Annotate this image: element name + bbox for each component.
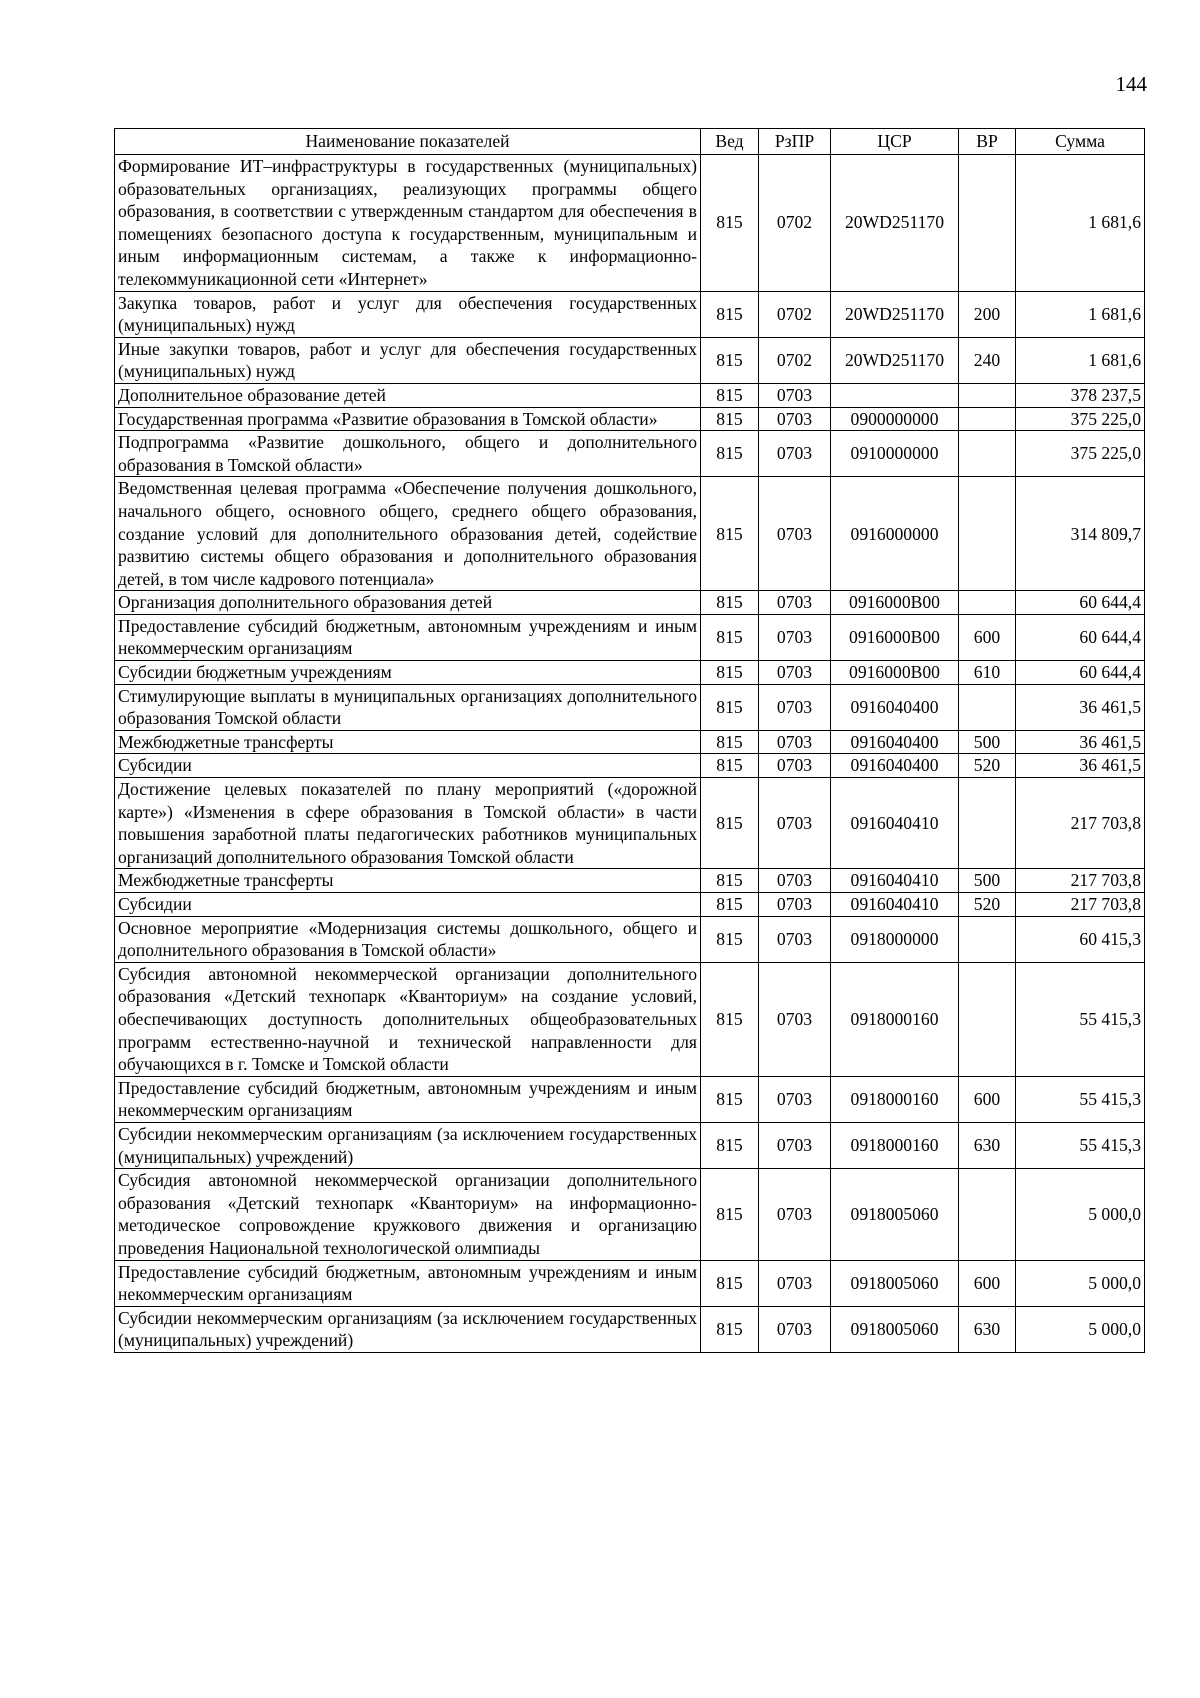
table-row <box>115 916 1145 962</box>
cell-sum: 314 809,7 <box>1016 477 1145 591</box>
cell-csr: 0916000000 <box>831 477 959 591</box>
cell-rzpr: 0703 <box>759 477 831 591</box>
cell-sum: 1 681,6 <box>1016 291 1145 337</box>
cell-sum: 217 703,8 <box>1016 869 1145 893</box>
cell-rzpr: 0703 <box>759 614 831 660</box>
cell-rzpr: 0703 <box>759 730 831 754</box>
table-row <box>115 754 1145 778</box>
budget-table <box>114 128 1145 1353</box>
cell-ved: 815 <box>701 684 759 730</box>
table-row <box>115 477 1145 591</box>
cell-csr: 0916040410 <box>831 778 959 869</box>
cell-rzpr: 0703 <box>759 754 831 778</box>
cell-rzpr: 0703 <box>759 407 831 431</box>
cell-sum: 60 644,4 <box>1016 591 1145 615</box>
cell-csr: 20WD251170 <box>831 291 959 337</box>
cell-ved: 815 <box>701 1076 759 1122</box>
cell-name: Достижение целевых показателей по плану мероприятий («дорожной карте») «Изменения в сфере образования в Томской области» в части повышения заработной платы педагогических работников муниципальных организаций дополнительного образования Томской области <box>115 778 701 869</box>
cell-ved: 815 <box>701 893 759 917</box>
table-row <box>115 155 1145 292</box>
cell-csr: 0916040400 <box>831 684 959 730</box>
cell-vr: 600 <box>959 1260 1016 1306</box>
cell-name: Государственная программа «Развитие образования в Томской области» <box>115 407 701 431</box>
cell-name: Иные закупки товаров, работ и услуг для обеспечения государственных (муниципальных) нужд <box>115 337 701 383</box>
cell-vr <box>959 916 1016 962</box>
cell-ved: 815 <box>701 591 759 615</box>
cell-vr: 520 <box>959 893 1016 917</box>
cell-sum: 60 644,4 <box>1016 661 1145 685</box>
cell-rzpr: 0703 <box>759 893 831 917</box>
cell-csr: 0916040400 <box>831 754 959 778</box>
cell-vr: 600 <box>959 614 1016 660</box>
cell-rzpr: 0703 <box>759 684 831 730</box>
cell-rzpr: 0703 <box>759 1076 831 1122</box>
cell-name: Предоставление субсидий бюджетным, автономным учреждениям и иным некоммерческим организациям <box>115 614 701 660</box>
cell-vr: 630 <box>959 1306 1016 1352</box>
cell-sum: 55 415,3 <box>1016 1122 1145 1168</box>
cell-vr: 500 <box>959 730 1016 754</box>
cell-csr: 0918005060 <box>831 1169 959 1260</box>
cell-name: Субсидии некоммерческим организациям (за исключением государственных (муниципальных) учреждений) <box>115 1306 701 1352</box>
cell-vr: 520 <box>959 754 1016 778</box>
cell-name: Ведомственная целевая программа «Обеспечение получения дошкольного, начального общего, основного общего, среднего общего образования, создание условий для дополнительного образования детей, содействие развитию системы общего образования и дополнительного образования детей, в том числе кадрового потенциала» <box>115 477 701 591</box>
cell-vr: 240 <box>959 337 1016 383</box>
cell-csr: 0918000160 <box>831 1122 959 1168</box>
cell-name: Субсидия автономной некоммерческой организации дополнительного образования «Детский технопарк «Кванториум» на информационно-методическое сопровождение кружкового движения и организацию проведения Национальной технологической олимпиады <box>115 1169 701 1260</box>
cell-sum: 1 681,6 <box>1016 155 1145 292</box>
cell-vr <box>959 684 1016 730</box>
cell-csr: 0910000000 <box>831 431 959 477</box>
cell-ved: 815 <box>701 431 759 477</box>
cell-sum: 5 000,0 <box>1016 1169 1145 1260</box>
cell-sum: 36 461,5 <box>1016 684 1145 730</box>
cell-sum: 378 237,5 <box>1016 383 1145 407</box>
table-row <box>115 684 1145 730</box>
cell-vr <box>959 962 1016 1076</box>
cell-ved: 815 <box>701 869 759 893</box>
cell-rzpr: 0702 <box>759 337 831 383</box>
cell-rzpr: 0702 <box>759 155 831 292</box>
cell-ved: 815 <box>701 407 759 431</box>
header-name: Наименование показателей <box>115 129 701 155</box>
cell-csr: 0916040410 <box>831 869 959 893</box>
cell-sum: 55 415,3 <box>1016 962 1145 1076</box>
cell-vr: 600 <box>959 1076 1016 1122</box>
table-row <box>115 383 1145 407</box>
table-row <box>115 407 1145 431</box>
cell-ved: 815 <box>701 962 759 1076</box>
table-row <box>115 962 1145 1076</box>
cell-name: Предоставление субсидий бюджетным, автономным учреждениям и иным некоммерческим организациям <box>115 1076 701 1122</box>
cell-ved: 815 <box>701 291 759 337</box>
cell-sum: 375 225,0 <box>1016 431 1145 477</box>
table-row <box>115 869 1145 893</box>
table-row <box>115 591 1145 615</box>
cell-ved: 815 <box>701 1260 759 1306</box>
cell-sum: 375 225,0 <box>1016 407 1145 431</box>
cell-sum: 217 703,8 <box>1016 778 1145 869</box>
cell-rzpr: 0703 <box>759 1169 831 1260</box>
cell-rzpr: 0703 <box>759 1260 831 1306</box>
cell-ved: 815 <box>701 1122 759 1168</box>
cell-vr <box>959 431 1016 477</box>
table-row <box>115 1306 1145 1352</box>
cell-ved: 815 <box>701 155 759 292</box>
cell-ved: 815 <box>701 661 759 685</box>
table-row <box>115 614 1145 660</box>
table-row <box>115 730 1145 754</box>
cell-name: Организация дополнительного образования детей <box>115 591 701 615</box>
cell-rzpr: 0703 <box>759 1122 831 1168</box>
header-row <box>115 129 1145 155</box>
cell-rzpr: 0703 <box>759 383 831 407</box>
cell-vr <box>959 477 1016 591</box>
page-number: 144 <box>1115 72 1147 96</box>
table-row <box>115 1169 1145 1260</box>
cell-vr: 500 <box>959 869 1016 893</box>
cell-ved: 815 <box>701 754 759 778</box>
cell-sum: 36 461,5 <box>1016 730 1145 754</box>
cell-name: Межбюджетные трансферты <box>115 869 701 893</box>
cell-name: Закупка товаров, работ и услуг для обеспечения государственных (муниципальных) нужд <box>115 291 701 337</box>
cell-ved: 815 <box>701 614 759 660</box>
cell-vr: 630 <box>959 1122 1016 1168</box>
cell-sum: 217 703,8 <box>1016 893 1145 917</box>
cell-rzpr: 0703 <box>759 916 831 962</box>
table-row <box>115 1076 1145 1122</box>
cell-ved: 815 <box>701 383 759 407</box>
cell-csr: 0918000160 <box>831 1076 959 1122</box>
cell-csr <box>831 383 959 407</box>
cell-vr <box>959 1169 1016 1260</box>
cell-csr: 0918005060 <box>831 1260 959 1306</box>
cell-ved: 815 <box>701 916 759 962</box>
cell-sum: 1 681,6 <box>1016 337 1145 383</box>
table-row <box>115 661 1145 685</box>
cell-name: Субсидии <box>115 893 701 917</box>
cell-vr <box>959 407 1016 431</box>
cell-csr: 0916000В00 <box>831 661 959 685</box>
cell-rzpr: 0703 <box>759 869 831 893</box>
header-ved: Вед <box>701 129 759 155</box>
cell-sum: 5 000,0 <box>1016 1306 1145 1352</box>
cell-ved: 815 <box>701 1306 759 1352</box>
table-row <box>115 1260 1145 1306</box>
cell-name: Субсидии <box>115 754 701 778</box>
cell-rzpr: 0703 <box>759 661 831 685</box>
cell-csr: 0918000160 <box>831 962 959 1076</box>
cell-rzpr: 0702 <box>759 291 831 337</box>
table-header <box>115 129 1145 155</box>
cell-csr: 20WD251170 <box>831 337 959 383</box>
cell-ved: 815 <box>701 778 759 869</box>
cell-vr <box>959 383 1016 407</box>
cell-ved: 815 <box>701 730 759 754</box>
cell-vr: 610 <box>959 661 1016 685</box>
cell-name: Формирование ИТ–инфраструктуры в государственных (муниципальных) образовательных организациях, реализующих программы общего образования, в соответствии с утвержденным стандартом для обеспечения в помещениях безопасного доступа к государственным, муниципальным и иным информационным системам, а также к информационно-телекоммуникационной сети «Интернет» <box>115 155 701 292</box>
cell-csr: 0900000000 <box>831 407 959 431</box>
cell-vr <box>959 778 1016 869</box>
cell-name: Субсидии бюджетным учреждениям <box>115 661 701 685</box>
cell-name: Межбюджетные трансферты <box>115 730 701 754</box>
cell-csr: 0916000В00 <box>831 614 959 660</box>
cell-csr: 0918000000 <box>831 916 959 962</box>
cell-ved: 815 <box>701 337 759 383</box>
cell-name: Предоставление субсидий бюджетным, автономным учреждениям и иным некоммерческим организациям <box>115 1260 701 1306</box>
cell-name: Дополнительное образование детей <box>115 383 701 407</box>
table-row <box>115 778 1145 869</box>
cell-name: Основное мероприятие «Модернизация системы дошкольного, общего и дополнительного образования в Томской области» <box>115 916 701 962</box>
header-vr: ВР <box>959 129 1016 155</box>
cell-ved: 815 <box>701 477 759 591</box>
table-row <box>115 893 1145 917</box>
header-sum: Сумма <box>1016 129 1145 155</box>
cell-rzpr: 0703 <box>759 1306 831 1352</box>
cell-vr <box>959 155 1016 292</box>
header-csr: ЦСР <box>831 129 959 155</box>
cell-name: Субсидии некоммерческим организациям (за исключением государственных (муниципальных) учреждений) <box>115 1122 701 1168</box>
cell-vr: 200 <box>959 291 1016 337</box>
cell-sum: 60 644,4 <box>1016 614 1145 660</box>
cell-csr: 0918005060 <box>831 1306 959 1352</box>
cell-sum: 55 415,3 <box>1016 1076 1145 1122</box>
cell-sum: 60 415,3 <box>1016 916 1145 962</box>
cell-name: Стимулирующие выплаты в муниципальных организациях дополнительного образования Томской области <box>115 684 701 730</box>
table-body <box>115 155 1145 1353</box>
cell-csr: 20WD251170 <box>831 155 959 292</box>
cell-rzpr: 0703 <box>759 962 831 1076</box>
cell-rzpr: 0703 <box>759 431 831 477</box>
cell-csr: 0916040410 <box>831 893 959 917</box>
table-row <box>115 337 1145 383</box>
cell-sum: 36 461,5 <box>1016 754 1145 778</box>
cell-sum: 5 000,0 <box>1016 1260 1145 1306</box>
table-row <box>115 1122 1145 1168</box>
cell-vr <box>959 591 1016 615</box>
cell-csr: 0916000В00 <box>831 591 959 615</box>
table-row <box>115 431 1145 477</box>
header-rzpr: РзПР <box>759 129 831 155</box>
cell-name: Субсидия автономной некоммерческой организации дополнительного образования «Детский технопарк «Кванториум» на создание условий, обеспечивающих доступность дополнительных общеобразовательных программ естественно-научной и технической направленности для обучающихся в г. Томске и Томской области <box>115 962 701 1076</box>
table-row <box>115 291 1145 337</box>
cell-ved: 815 <box>701 1169 759 1260</box>
cell-rzpr: 0703 <box>759 778 831 869</box>
cell-rzpr: 0703 <box>759 591 831 615</box>
cell-csr: 0916040400 <box>831 730 959 754</box>
cell-name: Подпрограмма «Развитие дошкольного, общего и дополнительного образования в Томской области» <box>115 431 701 477</box>
